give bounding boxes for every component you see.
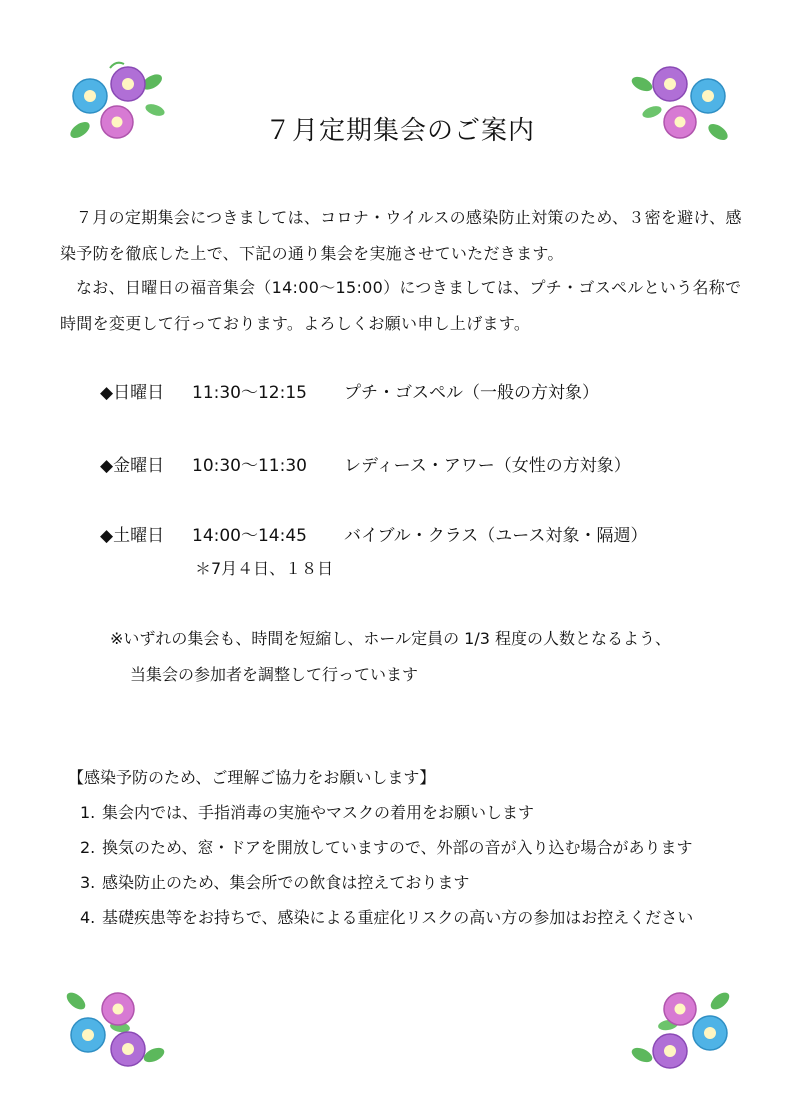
schedule-time: 14:00～14:45 <box>192 526 307 546</box>
intro-paragraph-2-text: なお、日曜日の福音集会（14:00～15:00）につきましては、プチ・ゴスペルという名称で時間を変更して行っております。よろしくお願い申し上げます。 <box>60 278 742 333</box>
list-item <box>80 800 693 835</box>
schedule-item-sunday <box>100 378 599 403</box>
list-item <box>80 870 693 905</box>
request-heading: 【感染予防のため、ご理解ご協力をお願いします】 <box>68 768 436 787</box>
list-item-text: 換気のため、窓・ドアを開放していますので、外部の音が入り込む場合があります <box>102 838 693 857</box>
list-item <box>80 835 693 870</box>
schedule-event: プチ・ゴスペル（一般の方対象） <box>344 383 599 403</box>
schedule-time: 11:30～12:15 <box>192 383 307 403</box>
morning-glory-icon <box>628 985 738 1075</box>
schedule-day: ◆土曜日 <box>100 526 165 546</box>
intro-paragraph-1 <box>60 200 750 272</box>
intro-paragraph-1-text: ７月の定期集会につきましては、コロナ・ウイルスの感染防止対策のため、３密を避け、感染予防を徹底した上で、下記の通り集会を実施させていただきます。 <box>60 208 742 263</box>
schedule-day: ◆金曜日 <box>100 456 165 476</box>
schedule-event: バイブル・クラス（ユース対象・隔週） <box>344 526 648 546</box>
page-title: ７月定期集会のご案内 <box>264 116 535 146</box>
morning-glory-icon <box>60 60 170 150</box>
schedule-item-saturday <box>100 521 647 546</box>
morning-glory-icon <box>628 60 738 150</box>
list-item-number: 3. <box>80 873 96 892</box>
list-item-text: 基礎疾患等をお持ちで、感染による重症化リスクの高い方の参加はお控えください <box>102 908 694 927</box>
list-item-number: 2. <box>80 838 96 857</box>
schedule-item-friday <box>100 451 631 476</box>
schedule-day: ◆日曜日 <box>100 383 165 403</box>
list-item <box>80 905 693 940</box>
list-item-text: 感染防止のため、集会所での飲食は控えております <box>102 873 470 892</box>
list-item-number: 4. <box>80 908 96 927</box>
saturday-dates: ＊7月４日、１８日 <box>195 559 334 578</box>
schedule-time: 10:30～11:30 <box>192 456 307 476</box>
schedule-event: レディース・アワー（女性の方対象） <box>344 456 631 476</box>
list-item-text: 集会内では、手指消毒の実施やマスクの着用をお願いします <box>102 803 535 822</box>
capacity-note-line-1: ※いずれの集会も、時間を短縮し、ホール定員の 1/3 程度の人数となるよう、 <box>110 629 672 648</box>
request-list <box>80 800 693 940</box>
morning-glory-icon <box>60 985 170 1075</box>
intro-paragraph-2 <box>60 270 750 342</box>
capacity-note-line-2: 当集会の参加者を調整して行っています <box>130 665 419 684</box>
list-item-number: 1. <box>80 803 96 822</box>
